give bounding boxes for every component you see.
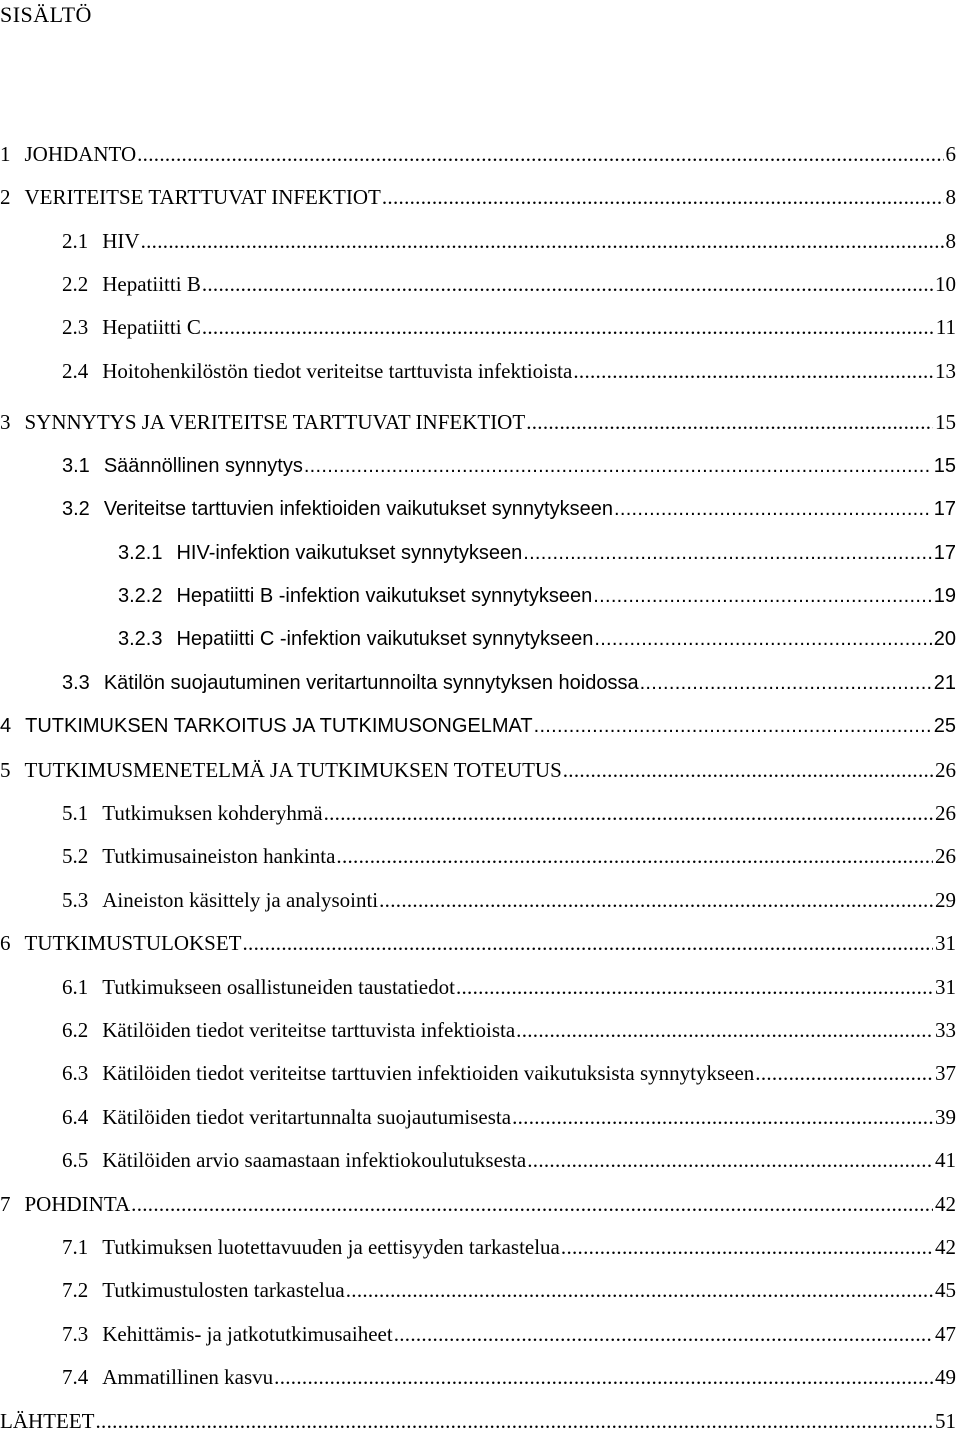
page-title: SISÄLTÖ [0, 2, 92, 27]
toc-entry-page: 49 [935, 1365, 956, 1390]
toc-dot-leader [516, 1016, 933, 1044]
toc-entry-number: 3.2.1 [118, 541, 163, 564]
toc-entry-number: 4 [0, 715, 12, 738]
toc-entry-page: 20 [933, 628, 956, 651]
toc-dot-leader [527, 1146, 933, 1174]
toc-entry[interactable] [118, 582, 956, 610]
toc-entry[interactable] [62, 452, 956, 480]
toc-dot-leader [274, 1363, 933, 1391]
toc-dot-leader [131, 1190, 933, 1218]
toc-dot-leader [512, 1103, 933, 1131]
toc-entry-page: 26 [935, 844, 956, 869]
toc-entry[interactable] [62, 357, 956, 385]
toc-entry[interactable] [62, 1103, 956, 1131]
toc-entry-title: Hepatiitti B [102, 272, 201, 296]
toc-entry-number: 7.4 [62, 1365, 89, 1390]
toc-entry-page: 45 [935, 1278, 956, 1303]
toc-entry[interactable] [0, 1407, 956, 1435]
toc-entry-page: 42 [935, 1191, 956, 1216]
toc-entry[interactable] [62, 886, 956, 914]
toc-entry-page: 33 [935, 1018, 956, 1042]
toc-entry-number: 7.2 [62, 1278, 89, 1303]
toc-entry-number: 2 [0, 185, 11, 209]
toc-entry[interactable] [0, 929, 956, 957]
toc-entry[interactable] [62, 1233, 956, 1261]
toc-entry[interactable] [118, 625, 956, 653]
toc-dot-leader [242, 929, 933, 957]
toc-entry-title: Hepatiitti B -infektion vaikutukset synnytykseen [176, 585, 593, 607]
toc-dot-leader [573, 357, 933, 385]
toc-entry-title: Tutkimukseen osallistuneiden taustatiedot [102, 974, 455, 999]
toc-entry-page: 26 [935, 757, 956, 782]
toc-dot-leader [561, 1233, 933, 1261]
toc-dot-leader [526, 408, 933, 436]
toc-entry-page: 21 [933, 671, 956, 694]
toc-entry-number: 3.2.2 [118, 585, 163, 607]
toc-dot-leader [336, 842, 933, 870]
toc-entry-number: 6.2 [62, 1018, 89, 1042]
toc-entry-number: 5.2 [62, 844, 89, 869]
toc-entry-title: Säännöllinen synnytys [103, 454, 303, 477]
toc-entry-title: Kätilöiden tiedot veriteitse tarttuvista infektioista [102, 1018, 516, 1042]
toc-entry[interactable] [62, 973, 956, 1001]
toc-entry-page: 19 [933, 585, 956, 607]
toc-entry[interactable] [62, 1016, 956, 1044]
toc-entry-page: 39 [935, 1104, 956, 1129]
toc-entry-title: Kätilön suojautuminen veritartunnoilta synnytyksen hoidossa [103, 671, 639, 694]
toc-entry-title: JOHDANTO [24, 142, 137, 166]
toc-entry-title: Aineiston käsittely ja analysointi [102, 887, 379, 912]
toc-dot-leader [141, 227, 944, 255]
toc-dot-leader [95, 1407, 933, 1435]
toc-entry-number: 5.1 [62, 801, 89, 825]
toc-entry-page: 31 [935, 974, 956, 999]
toc-entry-page: 42 [935, 1235, 956, 1259]
toc-entry[interactable] [62, 313, 956, 341]
toc-entry[interactable] [62, 799, 956, 827]
toc-entry-number: 6.3 [62, 1061, 89, 1086]
toc-entry-page: 6 [945, 142, 956, 166]
toc-entry-number: 3.3 [62, 671, 90, 694]
toc-entry[interactable] [0, 1190, 956, 1218]
toc-entry-page: 26 [935, 801, 956, 825]
toc-entry-page: 37 [935, 1061, 956, 1086]
toc-entry[interactable] [0, 408, 956, 436]
toc-entry-page: 31 [935, 931, 956, 956]
toc-entry-title: Tutkimustulosten tarkastelua [102, 1278, 345, 1303]
toc-entry[interactable] [62, 842, 956, 870]
toc-entry-page: 13 [935, 359, 956, 383]
toc-entry-title: Hepatiitti C [102, 315, 201, 339]
toc-entry-number: 3 [0, 410, 11, 435]
toc-entry-page: 47 [935, 1321, 956, 1346]
toc-entry[interactable] [62, 1276, 956, 1304]
toc-entry[interactable] [62, 1363, 956, 1391]
toc-entry-page: 25 [933, 715, 956, 738]
toc-entry[interactable] [62, 270, 956, 298]
toc-entry-title: SYNNYTYS JA VERITEITSE TARTTUVAT INFEKTIOT [24, 410, 526, 435]
toc-dot-leader [755, 1059, 933, 1087]
toc-entry[interactable] [0, 140, 956, 168]
toc-entry-number: 5 [0, 757, 11, 782]
toc-dot-leader [137, 140, 943, 168]
toc-dot-leader [346, 1276, 933, 1304]
toc-entry-title: Tutkimuksen kohderyhmä [102, 801, 323, 825]
toc-entry-number: 1 [0, 142, 11, 166]
toc-entry[interactable] [62, 227, 956, 255]
toc-entry-page: 8 [945, 185, 956, 209]
toc-entry[interactable] [62, 1320, 956, 1348]
toc-dot-leader [593, 582, 932, 610]
toc-entry-number: 6 [0, 931, 11, 956]
toc-dot-leader [382, 183, 944, 211]
toc-entry-number: 2.3 [62, 315, 89, 339]
toc-entry-page: 8 [945, 229, 956, 253]
toc-dot-leader [614, 495, 932, 523]
toc-entry-page: 41 [935, 1148, 956, 1173]
toc-dot-leader [640, 669, 932, 697]
toc-entry-title: Tutkimusaineiston hankinta [102, 844, 336, 869]
toc-entry-title: TUTKIMUKSEN TARKOITUS JA TUTKIMUSONGELMAT [25, 715, 533, 738]
toc-entry-number: 7 [0, 1191, 11, 1216]
toc-entry-title: LÄHTEET [0, 1408, 95, 1433]
toc-entry-number: 6.5 [62, 1148, 89, 1173]
toc-entry[interactable] [62, 1146, 956, 1174]
toc-entry-title: HIV-infektion vaikutukset synnytykseen [176, 541, 523, 564]
toc-entry[interactable] [0, 756, 956, 784]
toc-entry-number: 7.1 [62, 1235, 89, 1259]
toc-entry[interactable] [118, 539, 956, 567]
toc-entry-title: Kätilöiden arvio saamastaan infektiokoulutuksesta [102, 1148, 527, 1173]
toc-entry-title: Veriteitse tarttuvien infektioiden vaikutukset synnytykseen [103, 498, 613, 521]
toc-dot-leader [394, 1320, 933, 1348]
toc-entry-number: 6.1 [62, 974, 89, 999]
toc-entry-title: TUTKIMUSMENETELMÄ JA TUTKIMUKSEN TOTEUTUS [24, 757, 562, 782]
toc-entry[interactable] [62, 669, 956, 697]
toc-dot-leader [523, 539, 932, 567]
toc-dot-leader [563, 756, 933, 784]
toc-entry-title: Hepatiitti C -infektion vaikutukset synnytykseen [176, 628, 594, 651]
toc-entry[interactable] [0, 183, 956, 211]
toc-entry[interactable] [62, 1059, 956, 1087]
toc-entry-number: 3.2.3 [118, 628, 163, 651]
toc-entry[interactable] [62, 495, 956, 523]
toc-entry-number: 3.1 [62, 454, 90, 477]
toc-entry-number: 2.1 [62, 229, 89, 253]
toc-entry-page: 11 [935, 315, 956, 339]
toc-entry-number: 5.3 [62, 887, 89, 912]
toc-entry-page: 15 [933, 454, 956, 477]
toc-entry-page: 15 [935, 410, 956, 435]
toc-entry-page: 17 [933, 541, 956, 564]
toc-dot-leader [594, 625, 931, 653]
toc-entry-title: Hoitohenkilöstön tiedot veriteitse tarttuvista infektioista [102, 359, 573, 383]
toc-entry-title: Kehittämis- ja jatkotutkimusaiheet [102, 1321, 393, 1346]
toc-entry-title: Kätilöiden tiedot veriteitse tarttuvien infektioiden vaikutuksista synnytykseen [102, 1061, 755, 1086]
toc-entry-number: 2.2 [62, 272, 89, 296]
toc-entry-page: 10 [935, 272, 956, 296]
toc-entry-page: 17 [933, 498, 956, 521]
toc-entry-number: 3.2 [62, 498, 90, 521]
toc-entry-number: 6.4 [62, 1104, 89, 1129]
toc-dot-leader [379, 886, 933, 914]
toc-entry-title: Tutkimuksen luotettavuuden ja eettisyyden tarkastelua [102, 1235, 560, 1259]
toc-entry-title: HIV [102, 229, 140, 253]
toc-entry-page: 29 [935, 887, 956, 912]
toc-entry-number: 7.3 [62, 1321, 89, 1346]
toc-entry-title: Ammatillinen kasvu [102, 1365, 274, 1390]
toc-entry-title: POHDINTA [24, 1191, 131, 1216]
toc-dot-leader [202, 270, 933, 298]
toc-entry-page: 51 [935, 1408, 956, 1433]
toc-entry-title: Kätilöiden tiedot veritartunnalta suojautumisesta [102, 1104, 512, 1129]
toc-entry-title: TUTKIMUSTULOKSET [24, 931, 242, 956]
toc-dot-leader [324, 799, 933, 827]
toc-entry-number: 2.4 [62, 359, 89, 383]
toc-dot-leader [202, 313, 934, 341]
toc-entry-title: VERITEITSE TARTTUVAT INFEKTIOT [24, 185, 381, 209]
toc-dot-leader [534, 712, 932, 740]
toc-entry[interactable] [0, 712, 956, 740]
toc-dot-leader [304, 452, 932, 480]
toc-dot-leader [456, 973, 933, 1001]
